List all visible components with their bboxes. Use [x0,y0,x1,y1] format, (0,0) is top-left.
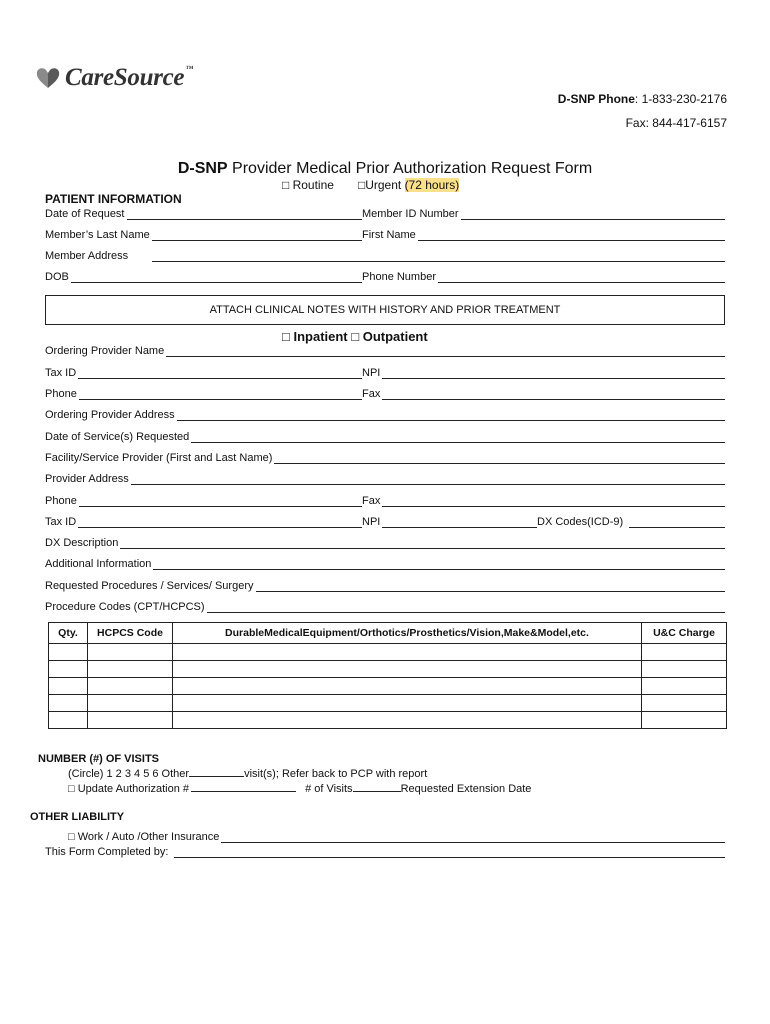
charge-cell[interactable] [642,695,727,712]
hcpcs-code-header: HCPCS Code [88,623,173,644]
charge-cell[interactable] [642,678,727,695]
facility-npi-field[interactable]: NPI [362,516,537,528]
update-authorization-row[interactable]: □ Update Authorization # # of Visits Requested Extension Date [68,783,532,795]
visits-section [38,753,531,795]
logo-text: CareSource™ [65,64,193,91]
procedure-codes-field[interactable]: Procedure Codes (CPT/HCPCS) [45,601,725,613]
dob-field[interactable]: DOB [45,271,362,283]
date-of-request-field[interactable]: Date of Request [45,208,362,220]
procedure-table [48,622,727,729]
provider-address-field[interactable]: Provider Address [45,473,725,485]
hcpcs-cell[interactable] [88,661,173,678]
table-row [49,695,727,712]
charge-cell[interactable] [642,661,727,678]
other-liability-heading: OTHER LIABILITY [30,811,125,823]
dsnp-fax: Fax: 844-417-6157 [625,116,727,130]
urgent-checkbox[interactable]: □Urgent (72 hours) [357,178,460,192]
qty-cell[interactable] [49,661,88,678]
dx-codes-field[interactable]: DX Codes(ICD-9) [537,516,725,528]
facility-tax-id-field[interactable]: Tax ID [45,516,362,528]
phone-number-field[interactable]: Phone Number [362,271,725,283]
table-row [49,678,727,695]
inpatient-outpatient-options[interactable]: □ Inpatient □ Outpatient [282,329,428,344]
member-address-field[interactable]: Member Address [45,250,725,262]
table-row [49,661,727,678]
equipment-header: DurableMedicalEquipment/Orthotics/Prosthetics/Vision,Make&Model,etc. [173,623,642,644]
member-id-field[interactable]: Member ID Number [362,208,725,220]
equipment-cell[interactable] [173,661,642,678]
dsnp-phone: D-SNP Phone: 1-833-230-2176 [557,92,727,106]
facility-provider-field[interactable]: Facility/Service Provider (First and Last Name) [45,452,725,464]
caresource-logo [35,64,193,92]
requested-procedures-field[interactable]: Requested Procedures / Services/ Surgery [45,580,725,592]
provider-phone-field[interactable]: Phone [45,388,362,400]
patient-info-heading: PATIENT INFORMATION [45,192,182,206]
member-last-name-field[interactable]: Member’s Last Name [45,229,362,241]
charge-cell[interactable] [642,644,727,661]
equipment-cell[interactable] [173,695,642,712]
hcpcs-cell[interactable] [88,712,173,729]
visits-heading: NUMBER (#) OF VISITS [38,753,160,765]
provider-fax-field[interactable]: Fax [362,388,725,400]
facility-phone-field[interactable]: Phone [45,495,362,507]
heart-logo-icon [35,66,61,90]
qty-header: Qty. [49,623,88,644]
attach-notes-notice: ATTACH CLINICAL NOTES WITH HISTORY AND PRIOR TREATMENT [45,295,725,325]
qty-cell[interactable] [49,712,88,729]
first-name-field[interactable]: First Name [362,229,725,241]
visits-circle-row[interactable]: (Circle) 1 2 3 4 5 6 Other visit(s); Refer back to PCP with report [68,768,428,780]
form-title: D-SNP Provider Medical Prior Authorization Request Form [177,160,593,177]
ordering-provider-name-field[interactable]: Ordering Provider Name [45,345,725,357]
npi-field[interactable]: NPI [362,367,725,379]
qty-cell[interactable] [49,678,88,695]
form-completed-by-field[interactable]: This Form Completed by: [45,846,725,858]
equipment-cell[interactable] [173,678,642,695]
additional-information-field[interactable]: Additional Information [45,558,725,570]
dx-description-field[interactable]: DX Description [45,537,725,549]
qty-cell[interactable] [49,644,88,661]
date-of-service-field[interactable]: Date of Service(s) Requested [45,431,725,443]
hcpcs-cell[interactable] [88,644,173,661]
hcpcs-cell[interactable] [88,678,173,695]
facility-fax-field[interactable]: Fax [362,495,725,507]
charge-cell[interactable] [642,712,727,729]
equipment-cell[interactable] [173,644,642,661]
other-liability-section [30,811,124,823]
work-auto-insurance-field[interactable]: □ Work / Auto /Other Insurance [68,831,725,843]
ordering-provider-address-field[interactable]: Ordering Provider Address [45,409,725,421]
uc-charge-header: U&C Charge [642,623,727,644]
hcpcs-cell[interactable] [88,695,173,712]
table-row [49,712,727,729]
urgency-options [282,178,459,192]
routine-checkbox[interactable]: □ Routine [282,178,334,192]
tax-id-field[interactable]: Tax ID [45,367,362,379]
equipment-cell[interactable] [173,712,642,729]
table-header-row [49,623,727,644]
table-row [49,644,727,661]
qty-cell[interactable] [49,695,88,712]
